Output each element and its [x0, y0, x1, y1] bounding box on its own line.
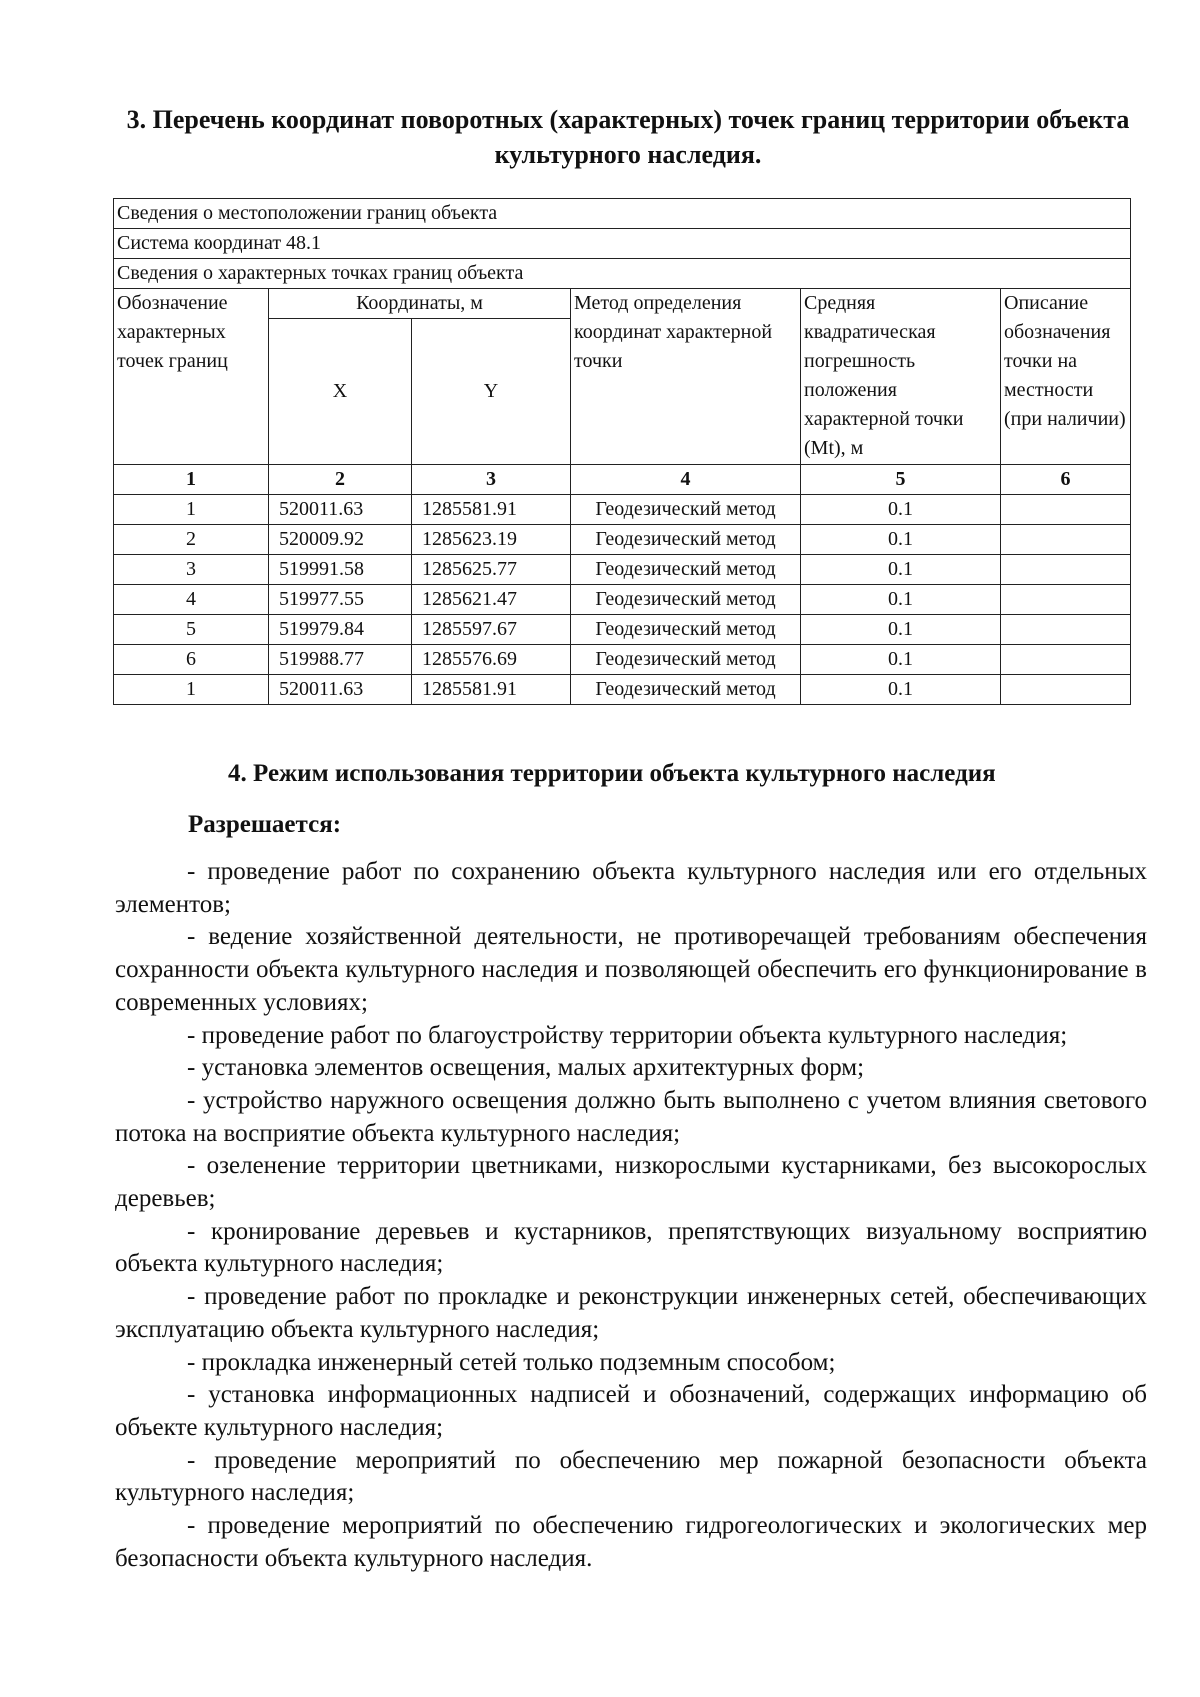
- header-x: X: [269, 319, 412, 465]
- column-number: 6: [1001, 465, 1131, 495]
- method-cell: Геодезический метод: [571, 525, 801, 555]
- description-cell: [1001, 495, 1131, 525]
- list-item: - ведение хозяйственной деятельности, не противоречащей требованиям обеспечения сохранности объекта культурного наследия и позволяющей обеспечить его функционирование в современных условиях;: [115, 923, 1147, 1016]
- point-cell: 6: [114, 645, 269, 675]
- table-row: [114, 675, 1131, 705]
- method-cell: Геодезический метод: [571, 645, 801, 675]
- list-item: - проведение работ по благоустройству территории объекта культурного наследия;: [187, 1021, 1068, 1049]
- point-cell: 4: [114, 585, 269, 615]
- table-row: [114, 585, 1131, 615]
- y-cell: 1285597.67: [412, 615, 571, 645]
- y-cell: 1285623.19: [412, 525, 571, 555]
- point-cell: 1: [114, 675, 269, 705]
- table-info-points: Сведения о характерных точках границ объекта: [114, 259, 1131, 289]
- list-item: - установка элементов освещения, малых архитектурных форм;: [187, 1054, 865, 1082]
- y-cell: 1285621.47: [412, 585, 571, 615]
- table-row: [114, 615, 1131, 645]
- section-3-title: 3. Перечень координат поворотных (характерных) точек границ территории объекта культурного наследия.: [126, 105, 1130, 169]
- header-method: Метод определения координат характерной точки: [571, 289, 801, 465]
- point-cell: 3: [114, 555, 269, 585]
- header-coordinates: Координаты, м: [269, 289, 571, 319]
- table-coord-system: Система координат 48.1: [114, 229, 1131, 259]
- column-number: 4: [571, 465, 801, 495]
- list-item: - проведение мероприятий по обеспечению мер пожарной безопасности объекта культурного наследия;: [115, 1446, 1147, 1507]
- list-item: - установка информационных надписей и обозначений, содержащих информацию об объекте культурного наследия;: [115, 1381, 1147, 1441]
- error-cell: 0.1: [801, 645, 1001, 675]
- list-item: - кронирование деревьев и кустарников, препятствующих визуальному восприятию объекта культурного наследия;: [115, 1217, 1147, 1278]
- column-number: 2: [269, 465, 412, 495]
- table-info-location: Сведения о местоположении границ объекта: [114, 199, 1131, 229]
- point-cell: 2: [114, 525, 269, 555]
- column-numbers-row: [114, 465, 1131, 495]
- x-cell: 519991.58: [269, 555, 412, 585]
- description-cell: [1001, 555, 1131, 585]
- table-row: [114, 645, 1131, 675]
- x-cell: 520009.92: [269, 525, 412, 555]
- error-cell: 0.1: [801, 675, 1001, 705]
- description-cell: [1001, 645, 1131, 675]
- error-cell: 0.1: [801, 525, 1001, 555]
- y-cell: 1285581.91: [412, 675, 571, 705]
- allowed-list: [115, 856, 1147, 1575]
- error-cell: 0.1: [801, 585, 1001, 615]
- allowed-label: Разрешается:: [188, 811, 342, 838]
- method-cell: Геодезический метод: [571, 555, 801, 585]
- error-cell: 0.1: [801, 615, 1001, 645]
- table-row: [114, 495, 1131, 525]
- coordinates-table: [113, 198, 1131, 705]
- point-cell: 5: [114, 615, 269, 645]
- y-cell: 1285625.77: [412, 555, 571, 585]
- y-cell: 1285581.91: [412, 495, 571, 525]
- method-cell: Геодезический метод: [571, 675, 801, 705]
- method-cell: Геодезический метод: [571, 615, 801, 645]
- description-cell: [1001, 585, 1131, 615]
- y-cell: 1285576.69: [412, 645, 571, 675]
- x-cell: 519988.77: [269, 645, 412, 675]
- x-cell: 520011.63: [269, 675, 412, 705]
- header-designation: Обозначение характерных точек границ: [114, 289, 269, 465]
- list-item: - устройство наружного освещения должно быть выполнено с учетом влияния светового потока на восприятие объекта культурного наследия;: [115, 1086, 1147, 1147]
- header-description: Описание обозначения точки на местности (при наличии): [1001, 289, 1131, 465]
- method-cell: Геодезический метод: [571, 585, 801, 615]
- table-row: [114, 525, 1131, 555]
- x-cell: 519977.55: [269, 585, 412, 615]
- x-cell: 520011.63: [269, 495, 412, 525]
- point-cell: 1: [114, 495, 269, 525]
- error-cell: 0.1: [801, 555, 1001, 585]
- description-cell: [1001, 675, 1131, 705]
- description-cell: [1001, 525, 1131, 555]
- column-number: 1: [114, 465, 269, 495]
- description-cell: [1001, 615, 1131, 645]
- list-item: - проведение мероприятий по обеспечению гидрогеологических и экологических мер безопасности объекта культурного наследия.: [115, 1512, 1147, 1572]
- error-cell: 0.1: [801, 495, 1001, 525]
- column-number: 5: [801, 465, 1001, 495]
- header-y: Y: [412, 319, 571, 465]
- header-error: Средняя квадратическая погрешность положения характерной точки (Mt), м: [801, 289, 1001, 465]
- list-item: - прокладка инженерный сетей только подземным способом;: [187, 1348, 836, 1376]
- column-number: 3: [412, 465, 571, 495]
- x-cell: 519979.84: [269, 615, 412, 645]
- section-4-title: 4. Режим использования территории объекта культурного наследия: [228, 760, 996, 787]
- list-item: - проведение работ по сохранению объекта культурного наследия или его отдельных элементов;: [115, 858, 1147, 918]
- method-cell: Геодезический метод: [571, 495, 801, 525]
- list-item: - озеленение территории цветниками, низкорослыми кустарниками, без высокорослых деревьев;: [115, 1152, 1147, 1213]
- list-item: - проведение работ по прокладке и реконструкции инженерных сетей, обеспечивающих эксплуатацию объекта культурного наследия;: [115, 1283, 1147, 1343]
- table-row: [114, 555, 1131, 585]
